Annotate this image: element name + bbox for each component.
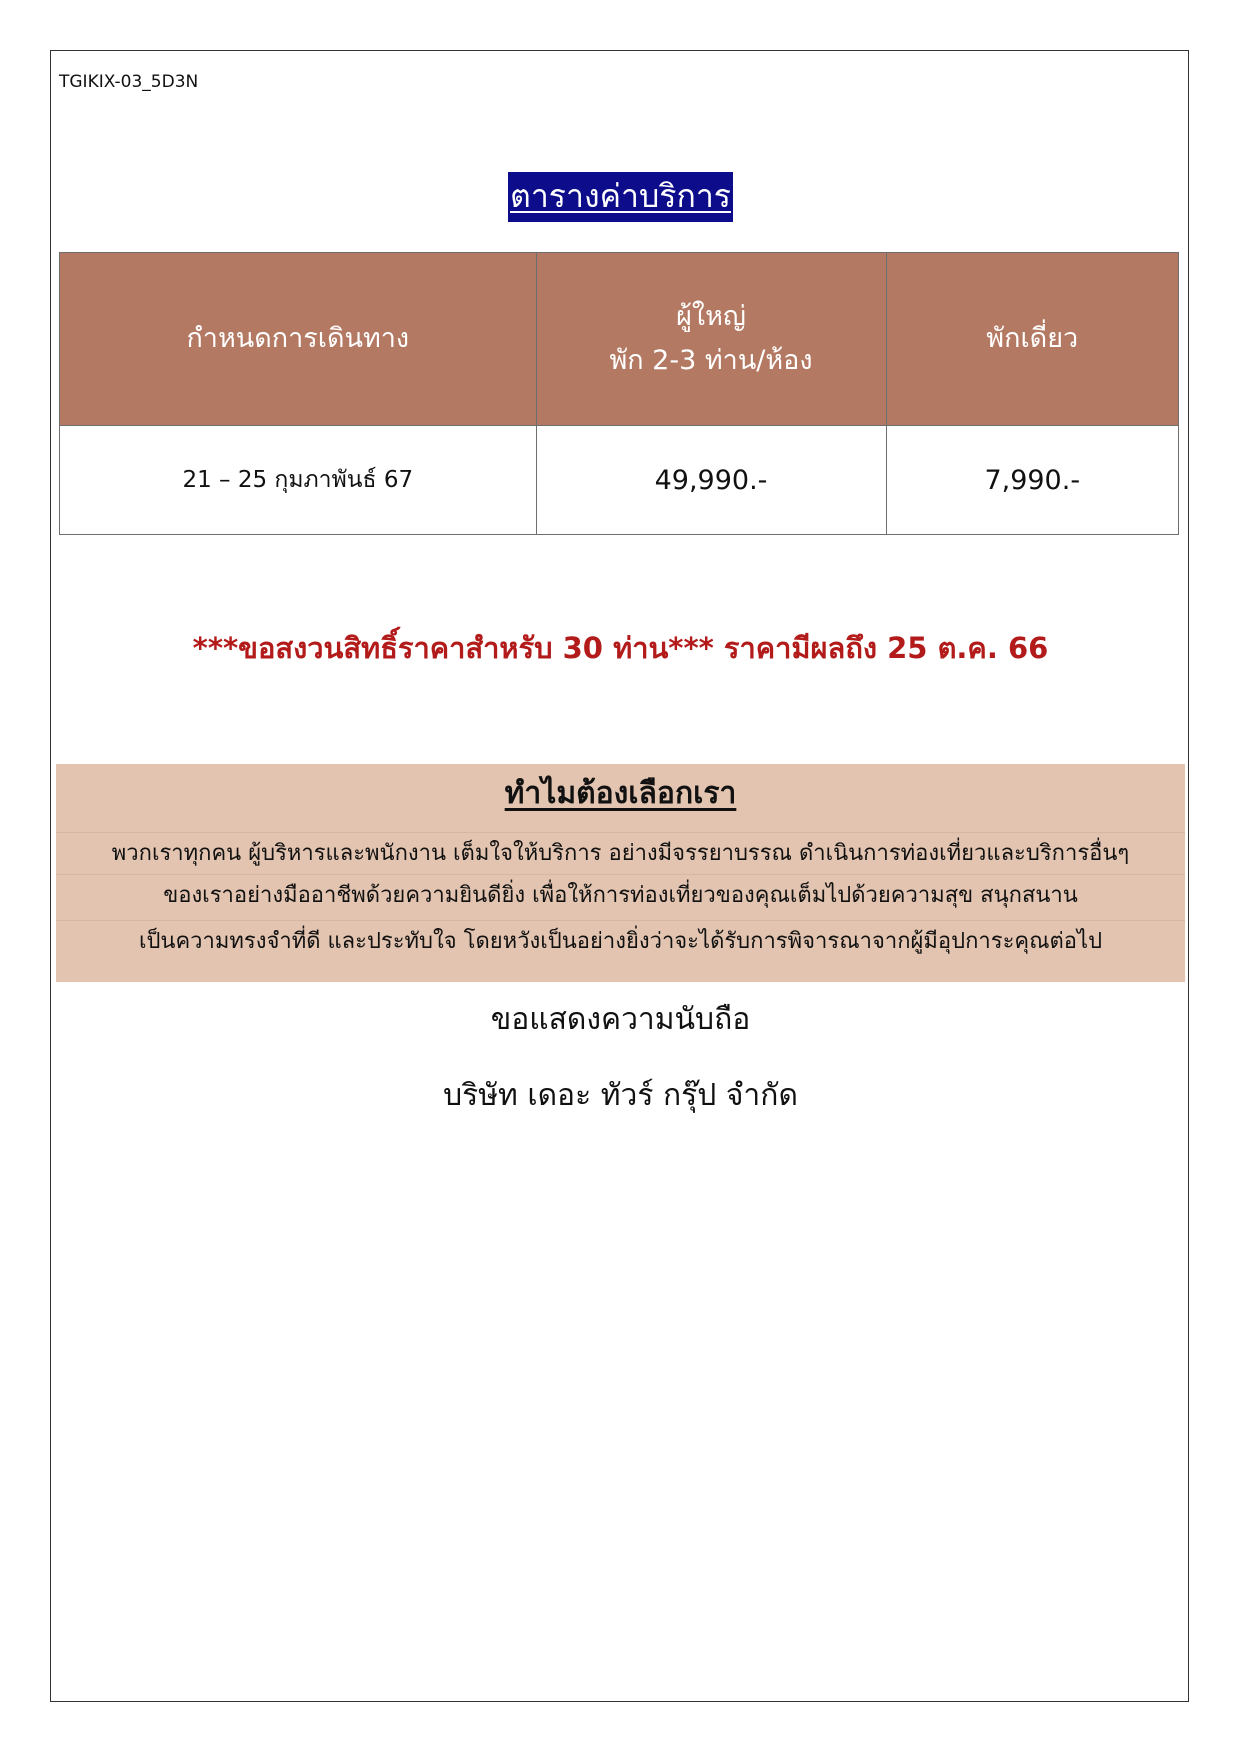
why-us-heading: ทำไมต้องเลือกเรา — [504, 776, 737, 811]
document-code: TGIKIX-03_5D3N — [59, 72, 199, 92]
header-adult-line2: พัก 2-3 ท่าน/ห้อง — [609, 345, 813, 376]
closing-regards: ขอแสดงความนับถือ — [490, 1002, 751, 1037]
why-us-section — [56, 764, 1185, 982]
header-adult — [536, 253, 886, 426]
table-row — [60, 426, 1179, 535]
header-adult-line1: ผู้ใหญ่ — [676, 301, 746, 332]
why-us-line: เป็นความทรงจำที่ดี และประทับใจ โดยหวังเป็นอย่างยิ่งว่าจะได้รับการพิจารณาจากผู้มีอุปการะคุณต่อไป — [56, 920, 1185, 963]
company-name: บริษัท เดอะ ทัวร์ กรุ๊ป จำกัด — [443, 1078, 798, 1113]
row-adult-price: 49,990.- — [536, 426, 886, 535]
why-us-line: ของเราอย่างมืออาชีพด้วยความยินดียิ่ง เพื่อให้การท่องเที่ยวของคุณเต็มไปด้วยความสุข สนุกสนาน — [56, 874, 1185, 917]
page-title: ตารางค่าบริการ — [508, 172, 733, 222]
table-header-row — [60, 253, 1179, 426]
row-single-price: 7,990.- — [886, 426, 1179, 535]
row-date: 21 – 25 กุมภาพันธ์ 67 — [60, 426, 537, 535]
why-us-line: พวกเราทุกคน ผู้บริหารและพนักงาน เต็มใจให้บริการ อย่างมีจรรยาบรรณ ดำเนินการท่องเที่ยวและบริการอื่นๆ — [56, 832, 1185, 875]
price-table — [59, 252, 1179, 535]
title-container — [0, 172, 1241, 222]
price-notice: ***ขอสงวนสิทธิ์ราคาสำหรับ 30 ท่าน*** ราคามีผลถึง 25 ต.ค. 66 — [192, 631, 1049, 665]
header-schedule: กำหนดการเดินทาง — [60, 253, 537, 426]
header-single: พักเดี่ยว — [886, 253, 1179, 426]
